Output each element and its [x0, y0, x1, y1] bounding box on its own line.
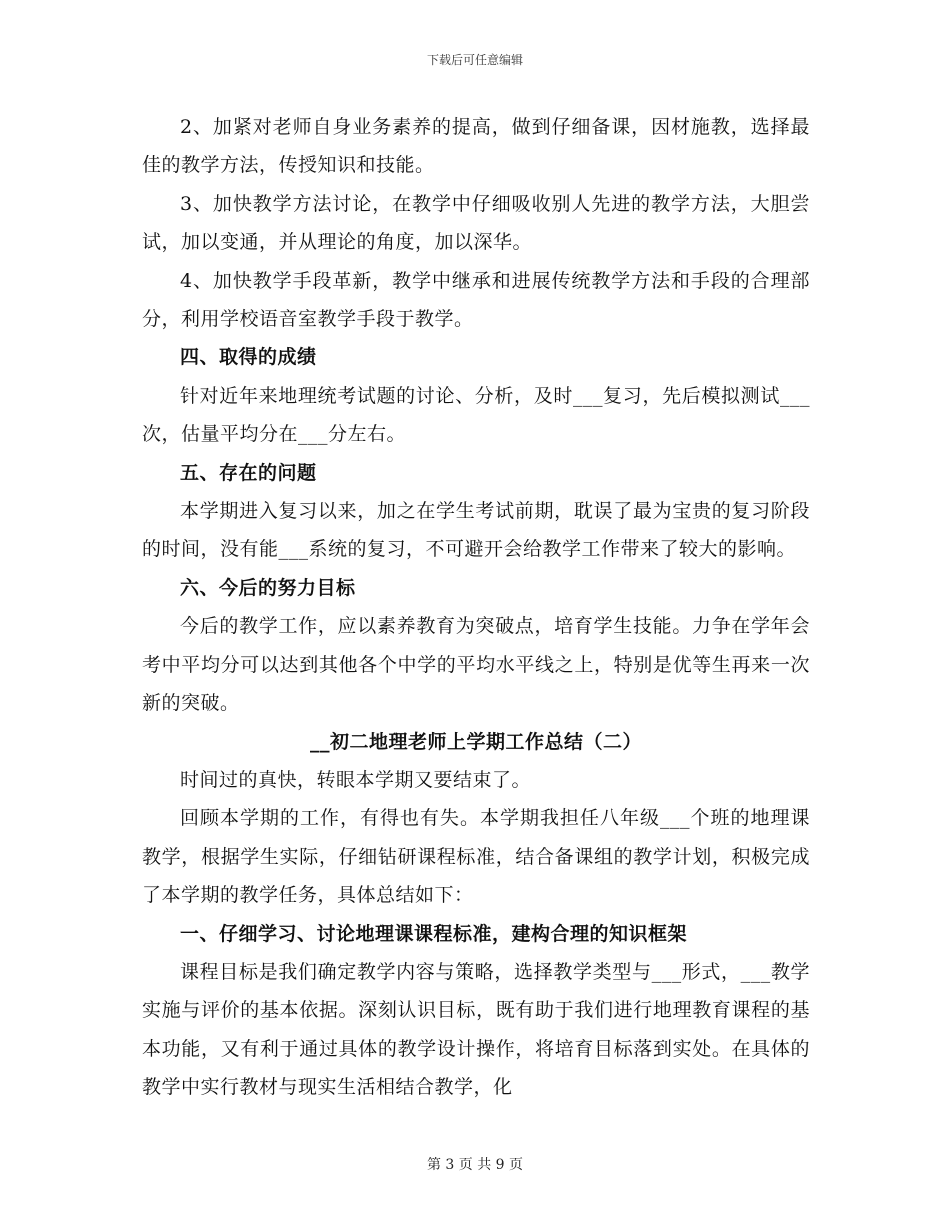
section-heading-achievements: 四、取得的成绩: [180, 346, 317, 369]
document-subtitle: __初二地理老师上学期工作总结（二）: [309, 730, 642, 753]
page-footer: 第 3 页 共 9 页: [426, 1157, 524, 1173]
paragraph-time: 时间过的真快，转眼本学期又要结束了。: [180, 768, 532, 791]
paragraph-problems: 本学期进入复习以来，加之在学生考试前期，耽误了最为宝贵的复习阶段的时间，没有能___系统的复习，不可避开会给教学工作带来了较大的影响。: [142, 500, 810, 561]
document-body: [142, 108, 810, 1107]
page-header: 下载后可任意编辑: [426, 53, 523, 67]
paragraph-item-4: 4、加快教学手段革新，教学中继承和进展传统教学方法和手段的合理部分，利用学校语音室教学手段于教学。: [142, 269, 810, 331]
paragraph-item-3: 3、加快教学方法讨论，在教学中仔细吸收别人先进的教学方法，大胆尝试，加以变通，并从理论的角度，加以深华。: [142, 192, 810, 254]
paragraph-review: 回顾本学期的工作，有得也有失。本学期我担任八年级___个班的地理课教学，根据学生实际，仔细钻研课程标准，结合备课组的教学计划，积极完成了本学期的教学任务，具体总结如下：: [142, 807, 810, 907]
paragraph-goals: 今后的教学工作，应以素养教育为突破点，培育学生技能。力争在学年会考中平均分可以达到其他各个中学的平均水平线之上，特别是优等生再来一次新的突破。: [142, 615, 810, 715]
paragraph-curriculum: 课程目标是我们确定教学内容与策略，选择教学类型与___形式，___教学实施与评价的基本依据。深刻认识目标，既有助于我们进行地理教育课程的基本功能，又有利于通过具体的教学设计操作，将培育目标落到实处。在具体的教学中实行教材与现实生活相结合教学，化: [142, 960, 810, 1099]
section-heading-problems: 五、存在的问题: [180, 461, 317, 484]
section-heading-goals: 六、今后的努力目标: [180, 576, 356, 599]
paragraph-achievements: 针对近年来地理统考试题的讨论、分析，及时___复习，先后模拟测试___次，估量平均分在___分左右。: [142, 384, 810, 446]
paragraph-item-2: 2、加紧对老师自身业务素养的提高，做到仔细备课，因材施教，选择最佳的教学方法，传授知识和技能。: [142, 116, 810, 177]
section-heading-curriculum: 一、仔细学习、讨论地理课课程标准，建构合理的知识框架: [180, 922, 688, 945]
